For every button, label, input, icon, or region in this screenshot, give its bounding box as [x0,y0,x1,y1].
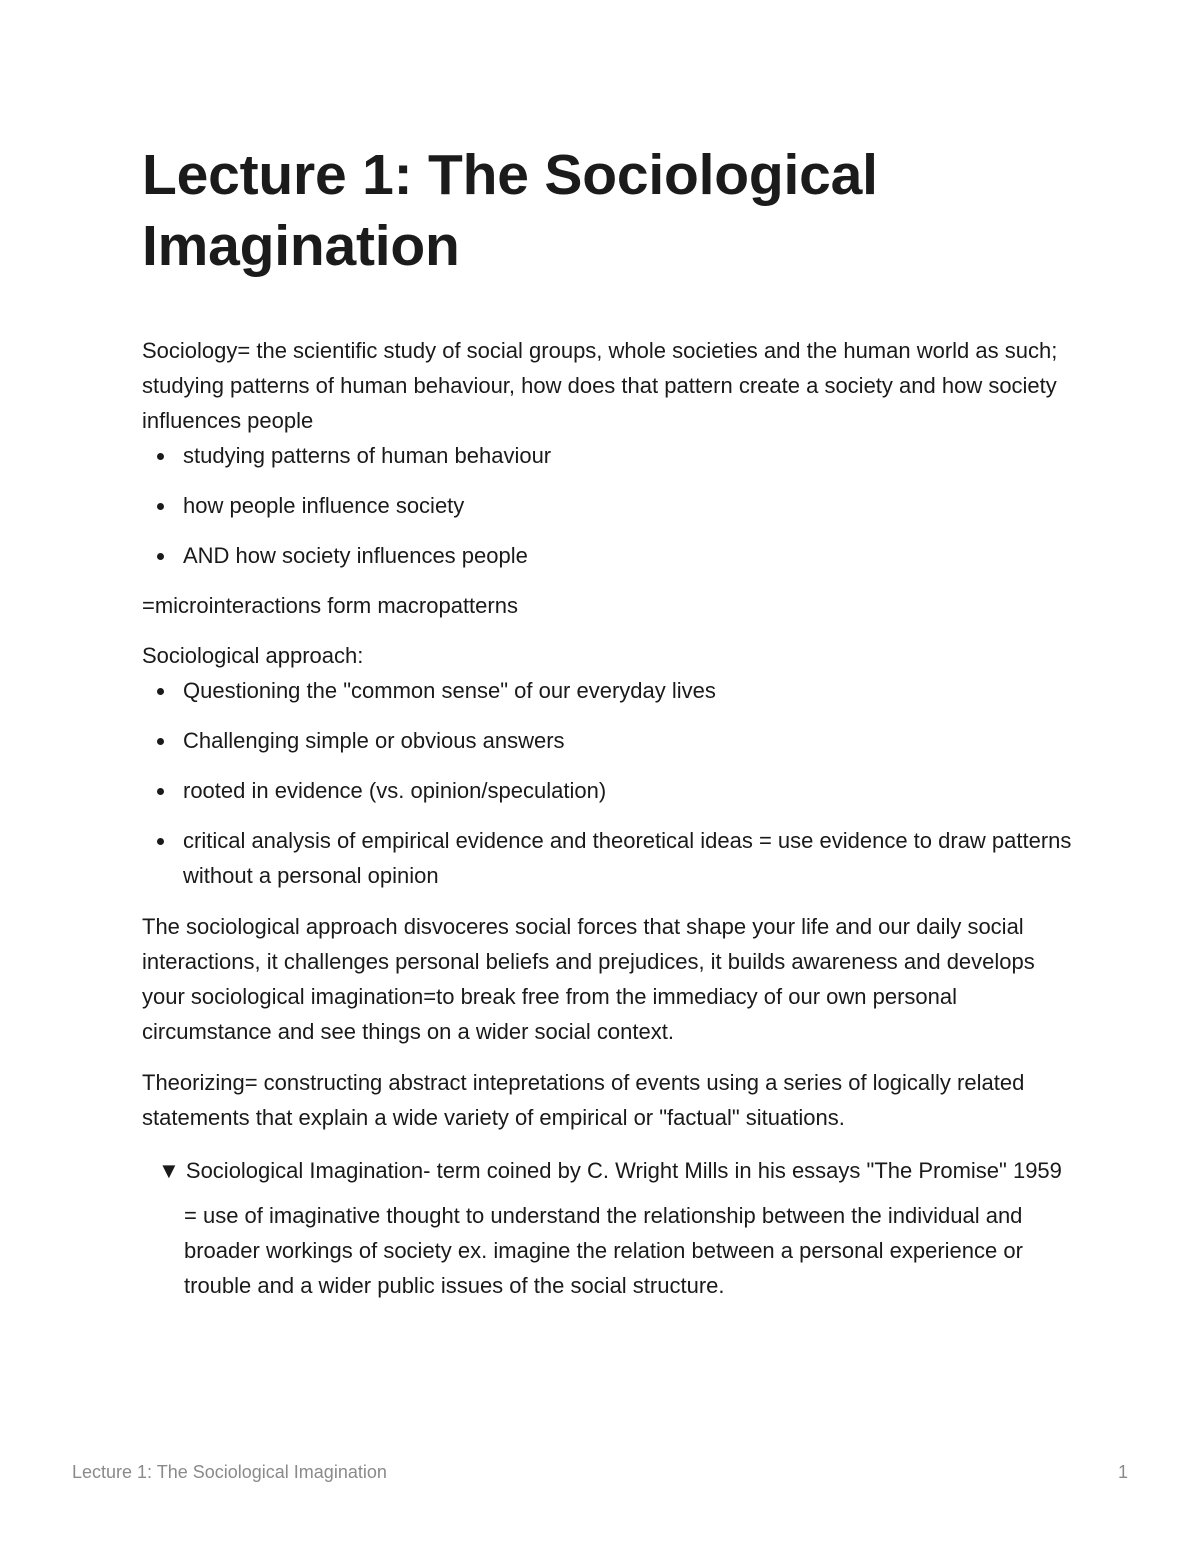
list-item: critical analysis of empirical evidence and theoretical ideas = use evidence to draw patterns without a personal opinion [142,823,1072,893]
intro-bullet-list [142,438,1072,573]
list-item: rooted in evidence (vs. opinion/speculation) [142,773,1072,808]
approach-paragraph: The sociological approach disvoceres social forces that shape your life and our daily social interactions, it challenges personal beliefs and prejudices, it builds awareness and develops your sociological imagination=to break free from the immediacy of our own personal circumstance and see things on a wider social context. [142,914,1035,1044]
theorizing-paragraph: Theorizing= constructing abstract intepretations of events using a series of logically related statements that explain a wide variety of empirical or "factual" situations. [142,1070,1025,1130]
page-title: Lecture 1: The Sociological Imagination [142,143,878,278]
page-footer [72,1462,1128,1483]
toggle-body: = use of imaginative thought to understand the relationship between the individual and broader workings of society ex. imagine the relation between a personal experience or trouble and a wider public issues of the social structure. [184,1203,1023,1298]
footer-page-number: 1 [1117,1462,1128,1482]
list-item: AND how society influences people [142,538,1072,573]
list-item: Challenging simple or obvious answers [142,723,1072,758]
toggle-heading-text: Sociological Imagination- term coined by C. Wright Mills in his essays "The Promise" 1959 [185,1158,1062,1183]
toggle-heading[interactable] [158,1153,1062,1188]
list-item: how people influence society [142,488,1072,523]
intro-paragraph: Sociology= the scientific study of social groups, whole societies and the human world as such; studying patterns of human behaviour, how does that pattern create a society and how society influences people [142,338,1058,433]
document-page [142,140,1072,1303]
approach-bullet-list [142,673,1072,893]
list-item: studying patterns of human behaviour [142,438,1072,473]
footer-title: Lecture 1: The Sociological Imagination [72,1462,387,1482]
toggle-block [142,1153,1072,1303]
toggle-arrow-icon[interactable]: ▼ [158,1158,186,1183]
micro-macro-line: =microinteractions form macropatterns [142,593,518,618]
approach-heading: Sociological approach: [142,643,364,668]
list-item: Questioning the "common sense" of our everyday lives [142,673,1072,708]
toggle-header[interactable] [158,1153,1072,1188]
